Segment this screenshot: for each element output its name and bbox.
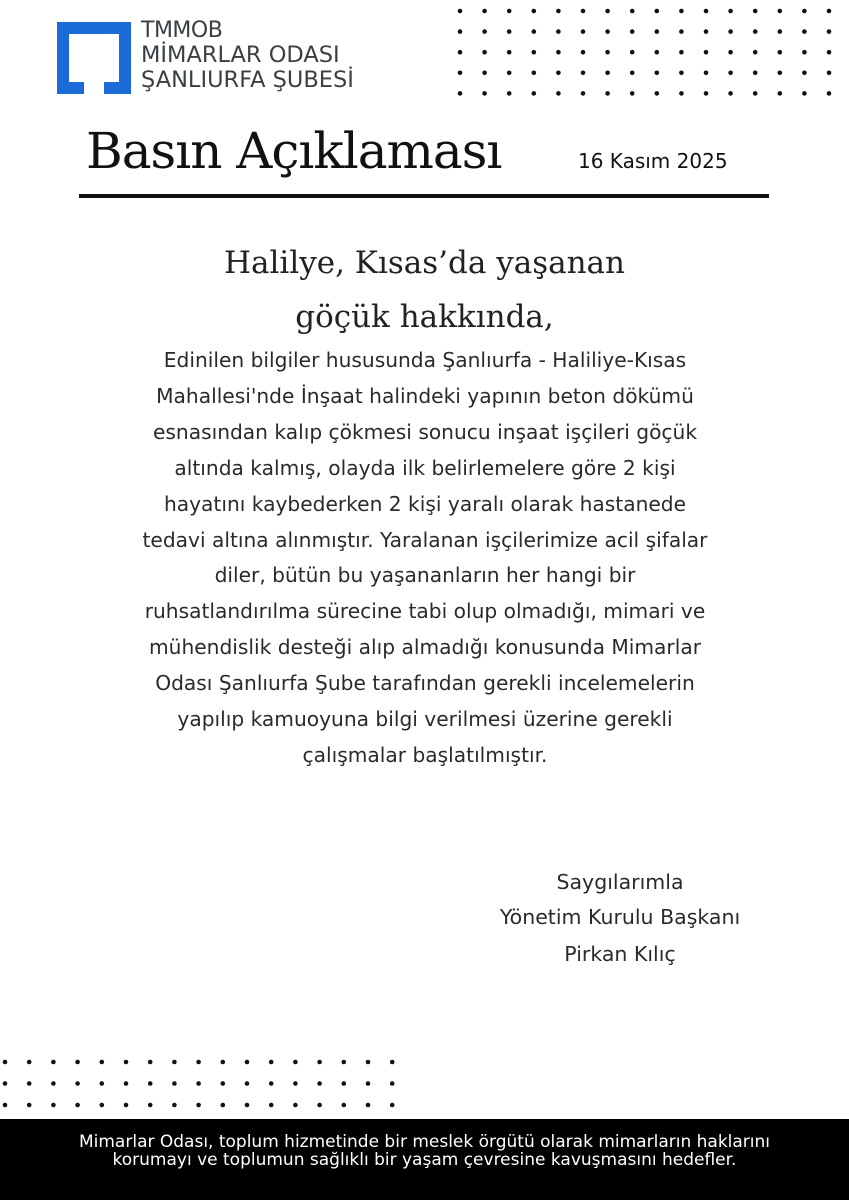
- decorative-dot: [172, 1060, 177, 1065]
- decorative-dot: [679, 71, 684, 76]
- decorative-dot: [100, 1060, 105, 1065]
- decorative-dot: [51, 1060, 56, 1065]
- decorative-dot: [581, 50, 586, 55]
- dot-pattern-bottom-left: [0, 1055, 400, 1115]
- statement-body: [80, 343, 770, 774]
- signature-closing: Saygılarımla: [556, 870, 684, 894]
- decorative-dot: [605, 50, 610, 55]
- decorative-dot: [196, 1081, 201, 1086]
- body-line: mühendislik desteği alıp almadığı konusunda Mimarlar: [148, 635, 702, 660]
- decorative-dot: [100, 1081, 105, 1086]
- logo-line-2: MİMARLAR ODASI: [141, 42, 340, 68]
- press-date: 16 Kasım 2025: [578, 149, 728, 173]
- decorative-dot: [27, 1103, 32, 1108]
- decorative-dot: [317, 1060, 322, 1065]
- decorative-dot: [655, 29, 660, 34]
- decorative-dot: [148, 1081, 153, 1086]
- decorative-dot: [704, 91, 709, 96]
- decorative-dot: [679, 50, 684, 55]
- decorative-dot: [532, 71, 537, 76]
- dot-pattern-top-right: [450, 0, 849, 104]
- decorative-dot: [556, 9, 561, 14]
- decorative-dot: [605, 91, 610, 96]
- decorative-dot: [532, 91, 537, 96]
- decorative-dot: [390, 1060, 395, 1065]
- decorative-dot: [728, 91, 733, 96]
- decorative-dot: [802, 9, 807, 14]
- decorative-dot: [390, 1081, 395, 1086]
- decorative-dot: [196, 1103, 201, 1108]
- body-line: altında kalmış, olayda ilk belirlemelere göre 2 kişi: [174, 455, 676, 480]
- decorative-dot: [704, 71, 709, 76]
- decorative-dot: [172, 1103, 177, 1108]
- decorative-dot: [148, 1103, 153, 1108]
- decorative-dot: [630, 91, 635, 96]
- body-line: tedavi altına alınmıştır. Yaralanan işçilerimize acil şifalar: [142, 527, 708, 552]
- decorative-dot: [482, 50, 487, 55]
- decorative-dot: [778, 71, 783, 76]
- body-line: esnasından kalıp çökmesi sonucu inşaat işçileri göçük: [152, 419, 698, 444]
- logo-line-3: ŞANLIURFA ŞUBESİ: [141, 66, 354, 93]
- decorative-dot: [342, 1081, 347, 1086]
- footer-banner: [0, 1119, 849, 1200]
- decorative-dot: [221, 1081, 226, 1086]
- decorative-dot: [507, 71, 512, 76]
- decorative-dot: [655, 9, 660, 14]
- decorative-dot: [605, 71, 610, 76]
- decorative-dot: [196, 1060, 201, 1065]
- decorative-dot: [556, 91, 561, 96]
- decorative-dot: [704, 9, 709, 14]
- body-line: Mahallesi'nde İnşaat halindeki yapının beton dökümü: [156, 383, 694, 408]
- decorative-dot: [245, 1060, 250, 1065]
- decorative-dot: [728, 71, 733, 76]
- decorative-dot: [827, 91, 832, 96]
- decorative-dot: [317, 1081, 322, 1086]
- decorative-dot: [51, 1103, 56, 1108]
- decorative-dot: [507, 29, 512, 34]
- decorative-dot: [581, 29, 586, 34]
- decorative-dot: [679, 29, 684, 34]
- decorative-dot: [679, 91, 684, 96]
- body-line: Edinilen bilgiler hususunda Şanlıurfa - Haliliye-Kısas: [163, 348, 687, 372]
- decorative-dot: [75, 1081, 80, 1086]
- logo-text: [141, 20, 354, 93]
- decorative-dot: [366, 1081, 371, 1086]
- decorative-dot: [366, 1103, 371, 1108]
- decorative-dot: [482, 9, 487, 14]
- decorative-dot: [655, 71, 660, 76]
- decorative-dot: [3, 1103, 8, 1108]
- decorative-dot: [753, 9, 758, 14]
- decorative-dot: [507, 9, 512, 14]
- decorative-dot: [630, 9, 635, 14]
- signature-role: Yönetim Kurulu Başkanı: [499, 905, 741, 929]
- decorative-dot: [556, 29, 561, 34]
- decorative-dot: [753, 29, 758, 34]
- decorative-dot: [655, 91, 660, 96]
- decorative-dot: [269, 1103, 274, 1108]
- decorative-dot: [655, 50, 660, 55]
- decorative-dot: [124, 1103, 129, 1108]
- decorative-dot: [581, 9, 586, 14]
- decorative-dot: [630, 29, 635, 34]
- headline-line-2: göçük hakkında,: [295, 299, 554, 335]
- decorative-dot: [802, 91, 807, 96]
- decorative-dot: [482, 29, 487, 34]
- decorative-dot: [172, 1081, 177, 1086]
- body-line: diler, bütün bu yaşananların her hangi bir: [214, 563, 636, 588]
- decorative-dot: [317, 1103, 322, 1108]
- headline-line-1: Halilye, Kısas’da yaşanan: [223, 245, 626, 281]
- decorative-dot: [507, 50, 512, 55]
- decorative-dot: [827, 29, 832, 34]
- decorative-dot: [827, 9, 832, 14]
- logo-line-1: TMMOB: [141, 18, 223, 43]
- decorative-dot: [458, 9, 463, 14]
- decorative-dot: [778, 9, 783, 14]
- decorative-dot: [532, 9, 537, 14]
- body-line: yapılıp kamuoyuna bilgi verilmesi üzerine gerekli: [177, 707, 673, 732]
- decorative-dot: [27, 1081, 32, 1086]
- signature-name: Pirkan Kılıç: [564, 942, 676, 966]
- decorative-dot: [390, 1103, 395, 1108]
- decorative-dot: [704, 50, 709, 55]
- decorative-dot: [75, 1060, 80, 1065]
- decorative-dot: [3, 1081, 8, 1086]
- decorative-dot: [778, 91, 783, 96]
- body-line: Odası Şanlıurfa Şube tarafından gerekli incelemelerin: [155, 671, 695, 696]
- decorative-dot: [605, 9, 610, 14]
- decorative-dot: [778, 29, 783, 34]
- header-divider: [79, 194, 769, 198]
- decorative-dot: [581, 71, 586, 76]
- decorative-dot: [482, 71, 487, 76]
- decorative-dot: [556, 71, 561, 76]
- decorative-dot: [802, 50, 807, 55]
- decorative-dot: [728, 29, 733, 34]
- decorative-dot: [753, 50, 758, 55]
- decorative-dot: [458, 50, 463, 55]
- footer-line-1: Mimarlar Odası, toplum hizmetinde bir meslek örgütü olarak mimarların haklarını: [78, 1132, 771, 1152]
- decorative-dot: [581, 91, 586, 96]
- decorative-dot: [532, 29, 537, 34]
- body-line: hayatını kaybederken 2 kişi yaralı olarak hastanede: [163, 491, 687, 516]
- decorative-dot: [269, 1081, 274, 1086]
- decorative-dot: [124, 1081, 129, 1086]
- decorative-dot: [458, 91, 463, 96]
- decorative-dot: [458, 29, 463, 34]
- decorative-dot: [245, 1103, 250, 1108]
- decorative-dot: [245, 1081, 250, 1086]
- decorative-dot: [802, 29, 807, 34]
- decorative-dot: [679, 9, 684, 14]
- organization-logo: [57, 20, 387, 98]
- decorative-dot: [269, 1060, 274, 1065]
- decorative-dot: [556, 50, 561, 55]
- decorative-dot: [342, 1060, 347, 1065]
- decorative-dot: [827, 50, 832, 55]
- decorative-dot: [221, 1060, 226, 1065]
- decorative-dot: [827, 71, 832, 76]
- decorative-dot: [3, 1060, 8, 1065]
- decorative-dot: [704, 29, 709, 34]
- decorative-dot: [293, 1081, 298, 1086]
- decorative-dot: [27, 1060, 32, 1065]
- decorative-dot: [148, 1060, 153, 1065]
- body-line: çalışmalar başlatılmıştır.: [302, 742, 548, 767]
- decorative-dot: [458, 71, 463, 76]
- decorative-dot: [507, 91, 512, 96]
- decorative-dot: [753, 71, 758, 76]
- decorative-dot: [532, 50, 537, 55]
- footer-line-2: korumayı ve toplumun sağlıklı bir yaşam çevresine kavuşmasını hedefler.: [112, 1150, 737, 1170]
- decorative-dot: [482, 91, 487, 96]
- decorative-dot: [728, 9, 733, 14]
- decorative-dot: [753, 91, 758, 96]
- logo-mark-icon: [57, 22, 131, 94]
- decorative-dot: [630, 50, 635, 55]
- decorative-dot: [51, 1081, 56, 1086]
- decorative-dot: [778, 50, 783, 55]
- decorative-dot: [802, 71, 807, 76]
- decorative-dot: [221, 1103, 226, 1108]
- decorative-dot: [124, 1060, 129, 1065]
- decorative-dot: [75, 1103, 80, 1108]
- body-line: ruhsatlandırılma sürecine tabi olup olmadığı, mimari ve: [144, 599, 706, 624]
- decorative-dot: [728, 50, 733, 55]
- decorative-dot: [100, 1103, 105, 1108]
- decorative-dot: [366, 1060, 371, 1065]
- page-title: Basın Açıklaması: [86, 122, 502, 180]
- decorative-dot: [293, 1103, 298, 1108]
- decorative-dot: [605, 29, 610, 34]
- decorative-dot: [630, 71, 635, 76]
- decorative-dot: [293, 1060, 298, 1065]
- decorative-dot: [342, 1103, 347, 1108]
